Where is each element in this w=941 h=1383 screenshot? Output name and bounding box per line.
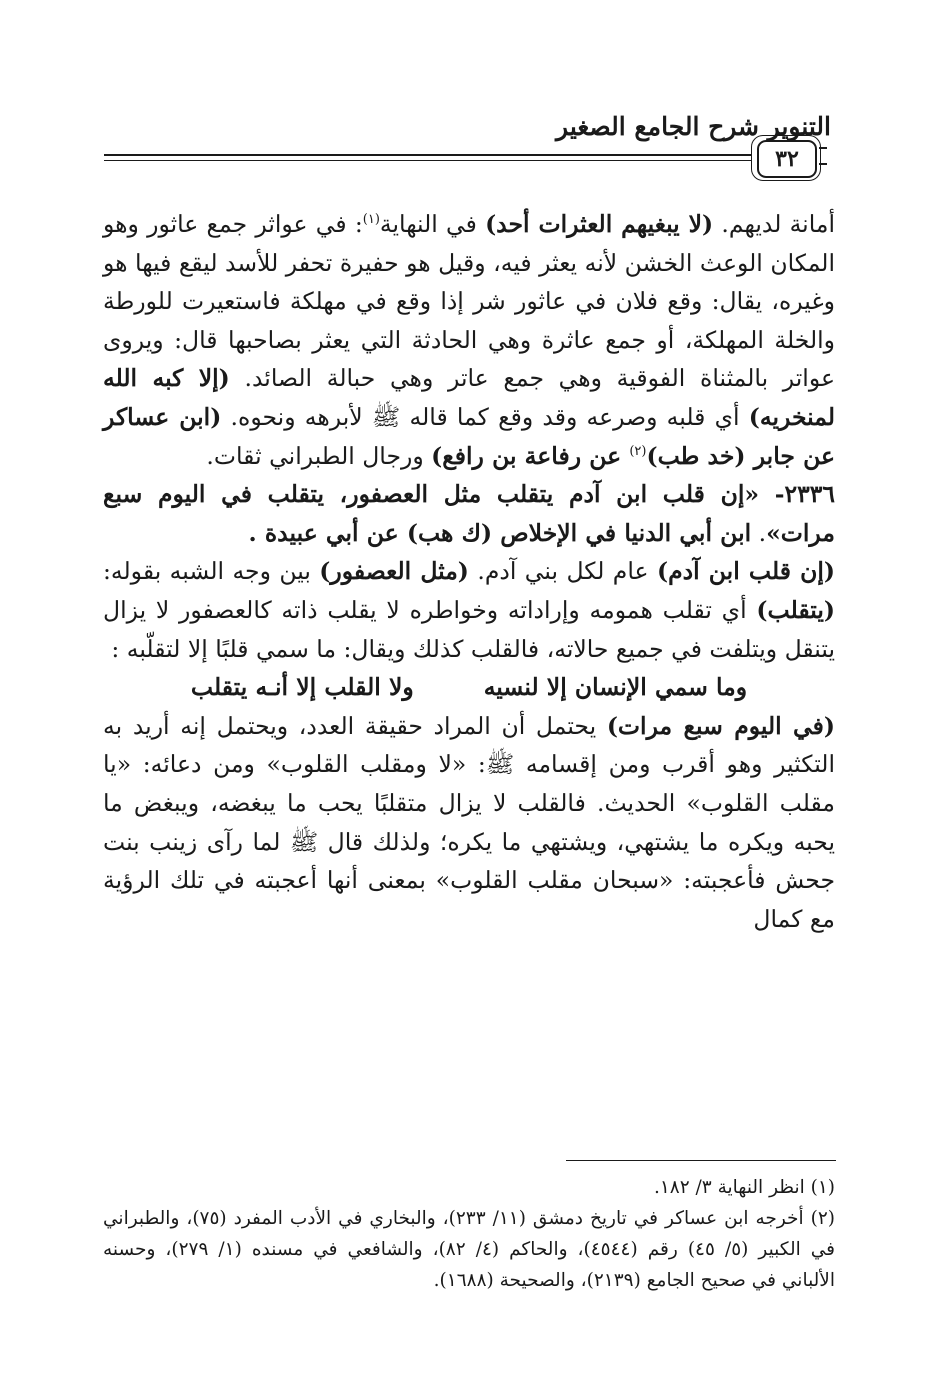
text-run: أي تقلب همومه وإراداته وخواطره لا يقلب ذاته كالعصفور لا يزال يتنقل ويتلفت في جميع حالاته، فالقلب كذلك ويقال: ما سمي قلبًا إلا لتقلّبه : [103,595,835,663]
hadith-number: ٢٣٣٦- [759,480,835,509]
quoted-phrase: (إلا كبه الله لمنخريه) [103,364,835,431]
footnote-1: (١) انظر النهاية ٣/ ١٨٢. [653,1177,835,1198]
hadith-entry [103,475,835,552]
poetry-verse [103,668,835,707]
footnotes [103,1172,835,1296]
text-run: يحتمل أن المراد حقيقة العدد، ويحتمل إنه أريد به التكثير وهو أقرب ومن إقسامه ﷺ: «لا ومقلب القلوب» ومن دعائه: «يا مقلب القلوب» الحديث. فالقلب لا يزال متقلبًا يحب ما يبغضه، ويبغض ما يحبه ويكره ما يشتهي، ويشتهي ما يكره؛ ولذلك قال ﷺ لما رآى زينب بنت جحش فأعجبته: «سبحان مقلب القلوب» بمعنى أنها أعجبته في تلك الرؤية مع كمال [103,711,835,933]
running-title: التنوير شرح الجامع الصغير [556,112,831,141]
hadith-text: «إن قلب ابن آدم يتقلب مثل العصفور، يتقلب في اليوم سبع مرات» [103,480,835,547]
quoted-phrase: (لا يبغيهم العثرات أحد) [485,210,714,238]
main-text [103,205,835,938]
page-number: ٣٢ [757,140,817,178]
header-rule-thin [104,160,752,161]
quoted-phrase: (مثل العصفور) [319,557,469,586]
text-run: بين وجه الشبه بقوله: [103,557,320,586]
quoted-phrase: (في اليوم سبع مرات) [606,711,836,740]
footnote-separator [566,1160,836,1161]
source-citation: (ابن عساكر عن جابر (خد طب) [103,402,835,470]
text-run: ورجال الطبراني ثقات. [206,441,432,470]
text-run: أمانة لديهم. [713,210,835,238]
quoted-phrase: (إن قلب ابن آدم) [656,557,835,586]
verse-second-hemistich: ولا القلب إلا أنـه يتقلب [190,673,414,702]
footnote-ref-2[interactable]: (٢) [629,443,647,459]
source-citation: عن رفاعة بن رافع) [431,441,630,470]
text-run: أي قلبه وصرعه وقد وقع كما قاله ﷺ لأبرهه ونحوه. [221,402,749,431]
paragraph-commentary-3 [103,707,835,939]
header-rule [104,154,752,156]
verse-first-hemistich: وما سمي الإنسان إلا لنسيه [483,673,748,702]
text-run: في النهاية [379,210,486,238]
footnote-ref-1[interactable]: (١) [362,212,380,228]
text-run: : في عواثر جمع عاثور وهو المكان الوعث الخشن لأنه يعثر فيه، وقيل هو حفيرة تحفر للأسد ليقع فيها هو وغيره، يقال: وقع فلان في عاثور شر إذا وقع في مهلكة فاستعيرت للورطة والخلة المهلكة، أو جمع عاثرة وهي الحادثة التي يعثر بصاحبها قال: ويروى عواتر بالمثناة الفوقية وهي جمع عاتر وهي حبالة الصائد. [103,210,836,393]
text-run: عام لكل بني آدم. [468,557,657,586]
paragraph-commentary-2 [103,552,835,668]
text-run: . [751,518,767,547]
quoted-phrase: (يتقلب) [756,595,835,624]
hadith-source: ابن أبي الدنيا في الإخلاص (ك هب) عن أبي عبيدة . [248,518,752,547]
footnote-2: (٢) أخرجه ابن عساكر في تاريخ دمشق (١١/ ٢٣٣)، والبخاري في الأدب المفرد (٧٥)، والطبراني في الكبير (٥/ ٤٥) رقم (٤٥٤٤)، والحاكم (٤/ ٨٢)، والشافعي في مسنده (١/ ٢٧٩)، وحسنه الألباني في صحيح الجامع (٢١٣٩)، والصحيحة (١٦٨٨). [103,1208,836,1291]
paragraph-commentary-1 [103,205,835,475]
